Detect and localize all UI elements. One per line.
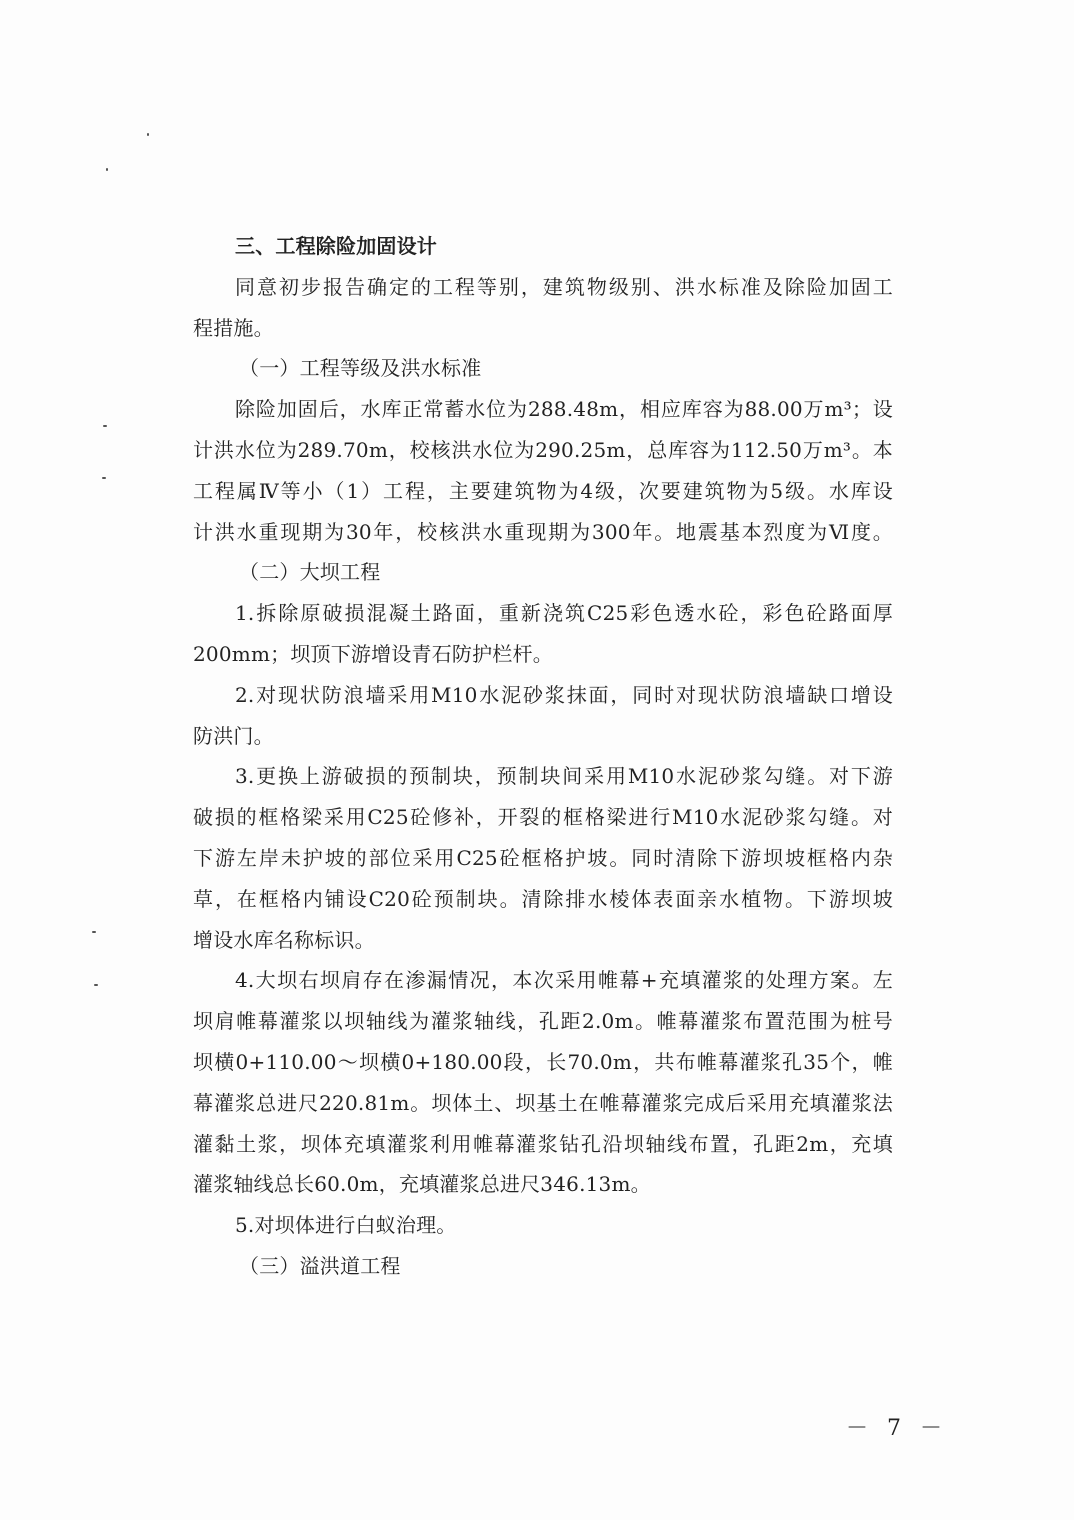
paragraph-line: 3.更换上游破损的预制块，预制块间采用M10水泥砂浆勾缝。对下游 — [235, 764, 893, 789]
paragraph-line: 4.大坝右坝肩存在渗漏情况，本次采用帷幕+充填灌浆的处理方案。左 — [235, 968, 893, 993]
paragraph-line: 200mm；坝顶下游增设青石防护栏杆。 — [193, 641, 553, 666]
scan-speck — [103, 425, 107, 427]
subsection-heading: （一）工程等级及洪水标准 — [239, 356, 482, 381]
document-body — [193, 226, 893, 1287]
paragraph-line: 灌黏土浆，坝体充填灌浆利用帷幕灌浆钻孔沿坝轴线布置，孔距2m，充填 — [193, 1131, 893, 1156]
paragraph-line: 幕灌浆总进尺220.81m。坝体土、坝基土在帷幕灌浆完成后采用充填灌浆法 — [193, 1090, 893, 1115]
subsection-heading: （二）大坝工程 — [239, 560, 381, 585]
paragraph-line: 2.对现状防浪墙采用M10水泥砂浆抹面，同时对现状防浪墙缺口增设 — [235, 682, 893, 707]
paragraph-line: 防洪门。 — [193, 723, 274, 748]
paragraph-line: 草，在框格内铺设C20砼预制块。清除排水棱体表面亲水植物。下游坝坡 — [193, 886, 893, 911]
paragraph-line: 5.对坝体进行白蚁治理。 — [235, 1213, 457, 1238]
scan-speck — [94, 984, 98, 986]
section-heading: 三、工程除险加固设计 — [235, 234, 437, 258]
paragraph-line: 破损的框格梁采用C25砼修补，开裂的框格梁进行M10水泥砂浆勾缝。对 — [193, 805, 893, 830]
paragraph-line: 除险加固后，水库正常蓄水位为288.48m，相应库容为88.00万m³；设 — [235, 397, 893, 422]
paragraph-line: 工程属Ⅳ等小（1）工程，主要建筑物为4级，次要建筑物为5级。水库设 — [193, 478, 893, 503]
scan-speck — [102, 477, 106, 479]
subsection-heading: （三）溢洪道工程 — [239, 1253, 401, 1278]
paragraph-line: 坝横0+110.00～坝横0+180.00段，长70.0m，共布帷幕灌浆孔35个，帷 — [193, 1049, 893, 1074]
paragraph-line: 程措施。 — [193, 315, 274, 340]
paragraph-line: 下游左岸未护坡的部位采用C25砼框格护坡。同时清除下游坝坡框格内杂 — [193, 845, 893, 870]
paragraph-line: 同意初步报告确定的工程等别，建筑物级别、洪水标准及除险加固工 — [235, 274, 893, 299]
scan-speck — [106, 168, 108, 171]
paragraph-line: 计洪水位为289.70m，校核洪水位为290.25m，总库容为112.50万m³。本 — [193, 437, 893, 462]
paragraph-line: 1.拆除原破损混凝土路面，重新浇筑C25彩色透水砼，彩色砼路面厚 — [235, 601, 893, 626]
page-number: － 7 － — [846, 1416, 948, 1441]
paragraph-line: 计洪水重现期为30年，校核洪水重现期为300年。地震基本烈度为Ⅵ度。 — [193, 519, 893, 544]
paragraph-line: 坝肩帷幕灌浆以坝轴线为灌浆轴线，孔距2.0m。帷幕灌浆布置范围为桩号 — [193, 1009, 893, 1034]
paragraph-line: 灌浆轴线总长60.0m，充填灌浆总进尺346.13m。 — [193, 1172, 651, 1197]
scan-speck — [147, 133, 149, 136]
scan-speck — [92, 931, 96, 933]
paragraph-line: 增设水库名称标识。 — [193, 927, 375, 952]
